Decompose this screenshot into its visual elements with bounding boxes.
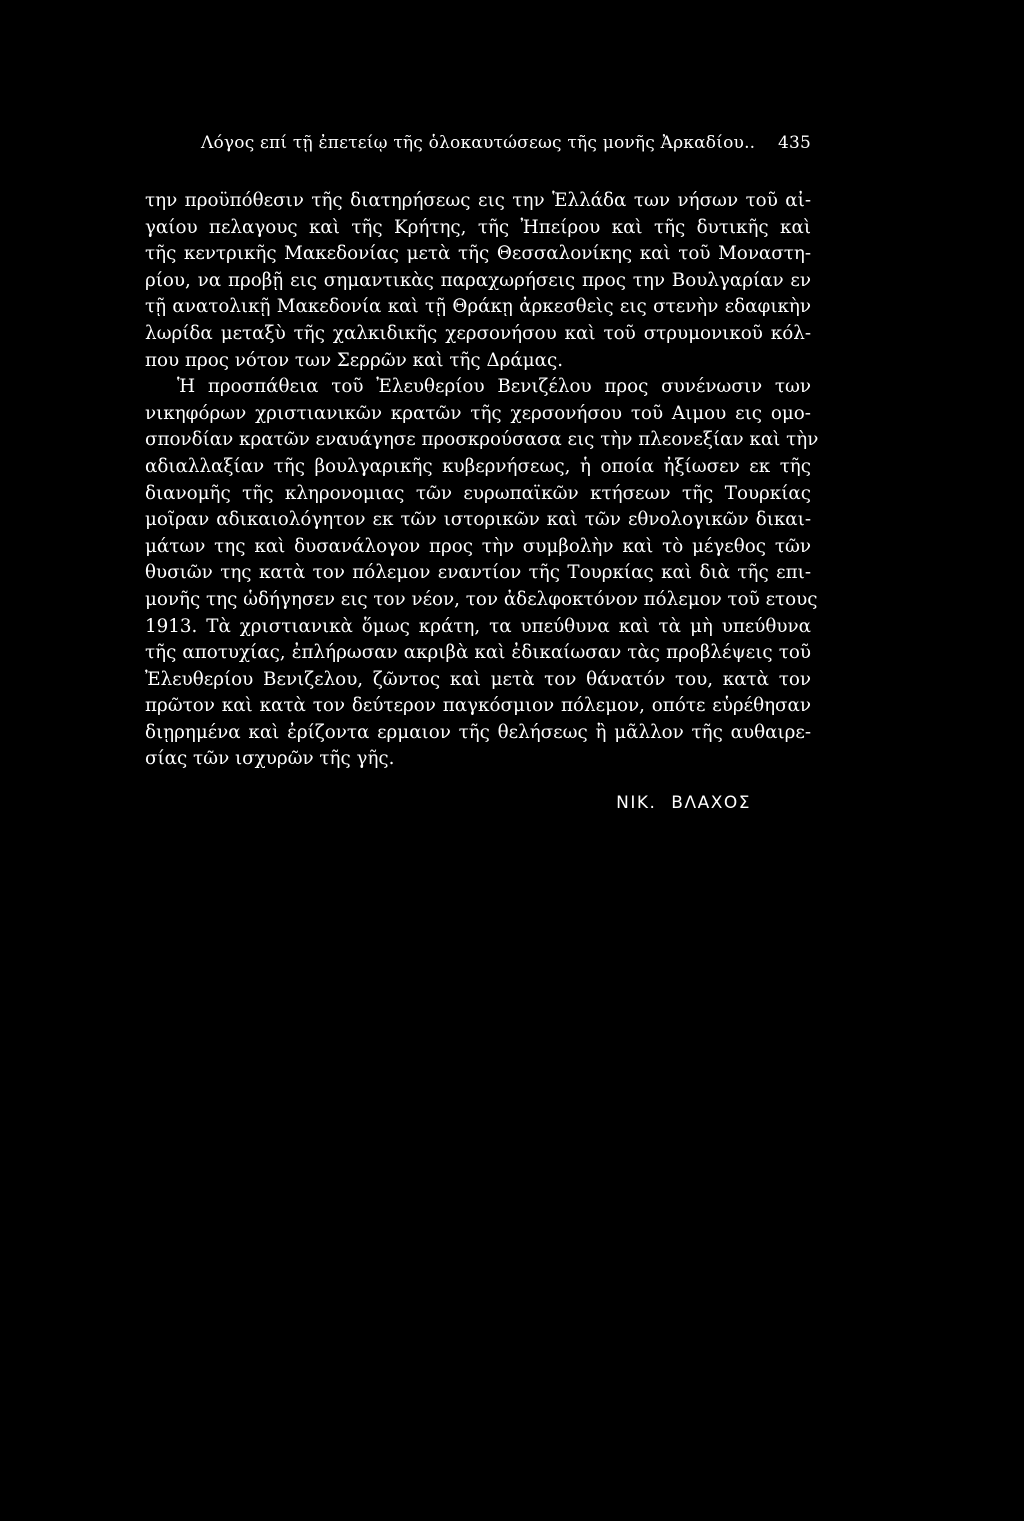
paragraph-2: [145, 374, 819, 773]
text-line: μονῆς της ὡδήγησεν εις τον νέον, τον ἀδελφοκτόνον πόλεμον τοῦ ετους: [145, 588, 818, 610]
author-signature: ΝΙΚ. ΒΛΑΧΟΣ: [616, 793, 751, 814]
text-line: Ἐλευθερίου Βενιζελου, ζῶντος καὶ μετὰ τον θάνατόν του, κατὰ τον: [145, 668, 811, 690]
running-title: Λόγος επί τῇ ἐπετείῳ τῆς ὁλοκαυτώσεως τῆς μονῆς Ἀρκαδίου..: [201, 133, 756, 153]
text-line: διανομῆς τῆς κληρονομιας τῶν ευρωπαϊκῶν κτήσεων τῆς Τουρκίας: [145, 482, 811, 504]
text-line: αδιαλλαξίαν τῆς βουλγαρικῆς κυβερνήσεως, ἡ οποία ἠξίωσεν εκ τῆς: [145, 455, 811, 477]
page-number: 435: [777, 133, 811, 153]
paragraph-1: [145, 188, 811, 374]
text-line: μοῖραν αδικαιολόγητον εκ τῶν ιστορικῶν καὶ τῶν εθνολογικῶν δικαι-: [145, 509, 811, 531]
text-line: Ἡ προσπάθεια τοῦ Ἐλευθερίου Βενιζέλου προς συνένωσιν των: [177, 376, 811, 398]
text-line: σπονδίαν κρατῶν εναυάγησε προσκρούσασα εις τὴν πλεονεξίαν καὶ τὴν: [145, 429, 819, 451]
text-line: 1913. Τὰ χριστιανικὰ ὅμως κράτη, τα υπεύθυνα καὶ τὰ μὴ υπεύθυνα: [145, 615, 811, 637]
body-text: [145, 188, 819, 773]
text-line: γαίου πελαγους καὶ τῆς Κρήτης, τῆς Ἠπείρου καὶ τῆς δυτικῆς καὶ: [145, 216, 811, 238]
text-line: τῇ ανατολικῇ Μακεδονία καὶ τῇ Θράκῃ ἀρκεσθεὶς εις στενὴν εδαφικὴν: [145, 296, 811, 318]
text-line: που προς νότον των Σερρῶν καὶ τῆς Δράμας.: [145, 349, 564, 371]
text-line: μάτων της καὶ δυσανάλογον προς τὴν συμβολὴν καὶ τὸ μέγεθος τῶν: [145, 535, 811, 557]
text-line: τῆς κεντρικῆς Μακεδονίας μετὰ τῆς Θεσσαλονίκης καὶ τοῦ Μοναστη-: [145, 243, 811, 265]
text-line: θυσιῶν της κατὰ τον πόλεμον εναντίον τῆς Τουρκίας καὶ διὰ τῆς επι-: [145, 562, 811, 584]
text-line: διῃρημένα καὶ ἐρίζοντα ερμαιον τῆς θελήσεως ἢ μᾶλλον τῆς αυθαιρε-: [145, 721, 811, 743]
text-line: πρῶτον καὶ κατὰ τον δεύτερον παγκόσμιον πόλεμον, οπότε εὑρέθησαν: [145, 695, 811, 717]
text-line: ρίου, να προβῇ εις σημαντικὰς παραχωρήσεις προς την Βουλγαρίαν εν: [145, 269, 811, 291]
text-line: τῆς αποτυχίας, ἐπλήρωσαν ακριβὰ καὶ ἐδικαίωσαν τὰς προβλέψεις τοῦ: [145, 642, 811, 664]
text-line: την προϋπόθεσιν τῆς διατηρήσεως εις την Ἑλλάδα των νήσων τοῦ αἰ-: [145, 190, 811, 211]
text-line: σίας τῶν ισχυρῶν τῆς γῆς.: [145, 748, 395, 770]
text-line: λωρίδα μεταξὺ τῆς χαλκιδικῆς χερσονήσου καὶ τοῦ στρυμονικοῦ κόλ-: [145, 322, 811, 344]
text-line: νικηφόρων χριστιανικῶν κρατῶν τῆς χερσονήσου τοῦ Αιμου εις ομο-: [145, 402, 811, 424]
page-header: [145, 130, 811, 160]
document-page: [145, 130, 819, 814]
